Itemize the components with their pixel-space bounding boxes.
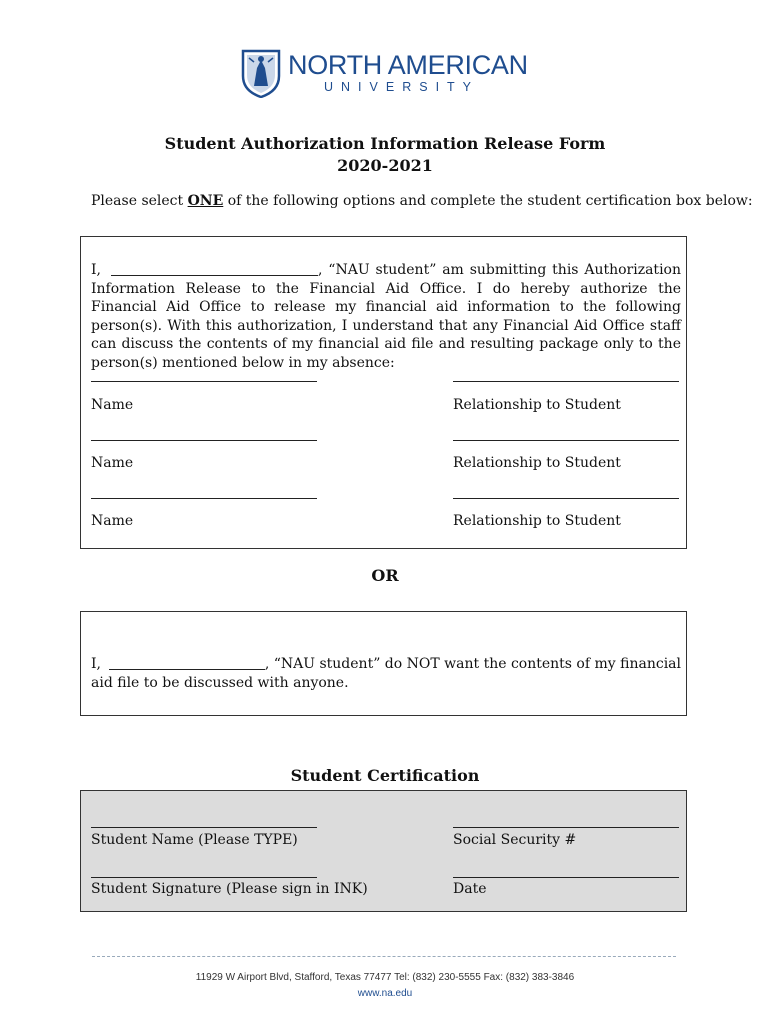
person-2-relationship-label: Relationship to Student bbox=[453, 455, 621, 471]
student-signature-label: Student Signature (Please sign in INK) bbox=[91, 881, 368, 897]
option2-i: I, bbox=[91, 656, 101, 672]
person-1-name-field[interactable] bbox=[91, 381, 317, 382]
person-2-relationship-field[interactable] bbox=[453, 440, 679, 441]
footer-address: 11929 W Airport Blvd, Stafford, Texas 77477 Tel: (832) 230-5555 Fax: (832) 383-3846 bbox=[195, 972, 575, 983]
instructions-emphasis: ONE bbox=[187, 193, 224, 209]
person-3-name-label: Name bbox=[91, 513, 134, 529]
ssn-field[interactable] bbox=[453, 827, 679, 828]
form-year: 2020-2021 bbox=[337, 156, 433, 175]
footer-website-link[interactable]: www.na.edu bbox=[357, 988, 413, 999]
or-separator: OR bbox=[371, 566, 399, 585]
instructions-prefix: Please select bbox=[91, 193, 188, 209]
date-field[interactable] bbox=[453, 877, 679, 878]
option1-i: I, bbox=[91, 262, 101, 278]
form-title: Student Authorization Information Release Form bbox=[164, 134, 606, 153]
student-name-field[interactable] bbox=[91, 827, 317, 828]
option2-statement-rest: aid file to be discussed with anyone. bbox=[91, 674, 349, 691]
option1-statement bbox=[91, 261, 681, 372]
date-label: Date bbox=[453, 881, 487, 897]
option2-statement-start: , “NAU student” do NOT want the contents of my financial bbox=[264, 656, 681, 672]
person-1-relationship-label: Relationship to Student bbox=[453, 397, 621, 413]
option1-student-name-field[interactable] bbox=[111, 261, 318, 276]
instructions-suffix: of the following options and complete the student certification box below: bbox=[223, 193, 753, 209]
university-logo bbox=[240, 46, 540, 102]
person-2-name-field[interactable] bbox=[91, 440, 317, 441]
person-3-name-field[interactable] bbox=[91, 498, 317, 499]
student-signature-field[interactable] bbox=[91, 877, 317, 878]
certification-title: Student Certification bbox=[290, 766, 480, 785]
option2-student-name-field[interactable] bbox=[109, 655, 265, 670]
option1-statement-rest: Information Release to the Financial Aid Office. I do hereby authorize the Financial Aid Office to release my financial aid information to the following person(s). With this authorization, I understand that any Financial Aid Office staff can discuss the contents of my financial aid file and resulting package only to the person(s) mentioned below in my absence: bbox=[91, 280, 681, 371]
person-3-relationship-label: Relationship to Student bbox=[453, 513, 621, 529]
person-2-name-label: Name bbox=[91, 455, 134, 471]
instructions bbox=[91, 192, 753, 211]
person-3-relationship-field[interactable] bbox=[453, 498, 679, 499]
person-1-name-label: Name bbox=[91, 397, 134, 413]
ssn-label: Social Security # bbox=[453, 832, 577, 848]
logo-name: NORTH AMERICAN bbox=[288, 50, 528, 80]
person-1-relationship-field[interactable] bbox=[453, 381, 679, 382]
option2-statement bbox=[91, 655, 681, 692]
footer-divider bbox=[92, 956, 676, 957]
logo-subtitle: UNIVERSITY bbox=[324, 80, 480, 94]
option1-statement-start: , “NAU student” am submitting this Authorization bbox=[317, 262, 681, 278]
student-name-label: Student Name (Please TYPE) bbox=[91, 832, 298, 848]
shield-crest-icon bbox=[240, 48, 282, 98]
